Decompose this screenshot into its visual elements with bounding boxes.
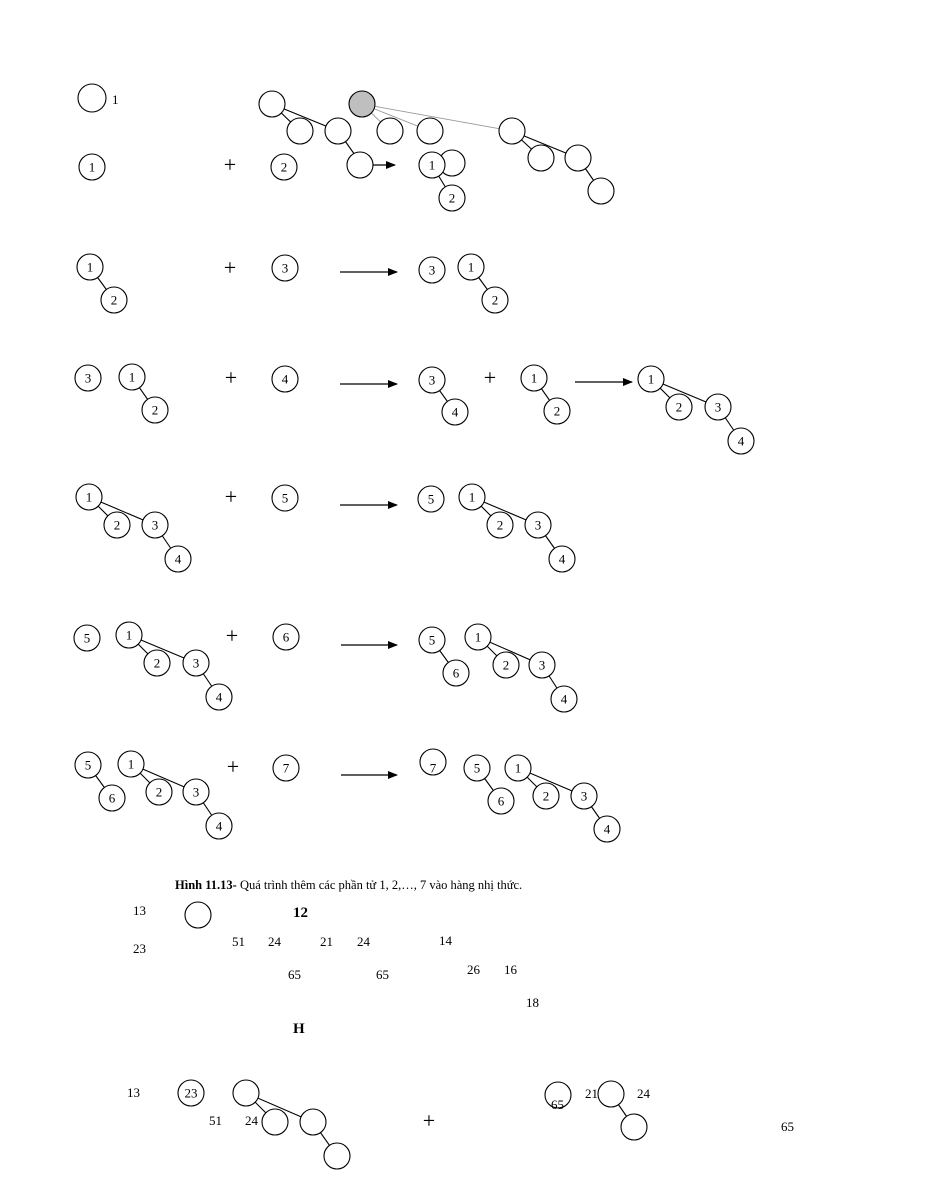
node-label: 2 <box>448 190 456 206</box>
fragment-text: 51 <box>232 934 245 949</box>
tree-node <box>488 788 514 814</box>
node-circle <box>588 178 614 204</box>
node-circle <box>377 118 403 144</box>
node-circle <box>347 152 373 178</box>
figure-caption <box>175 878 522 893</box>
tree-node <box>419 627 445 653</box>
tree-node <box>74 625 100 651</box>
node-label: 4 <box>281 371 289 387</box>
plus-sign: + <box>225 623 239 648</box>
tree-node <box>116 622 142 648</box>
tree-node <box>300 1109 326 1135</box>
node-label: 2 <box>110 292 118 308</box>
tree-node <box>465 624 491 650</box>
node-circle <box>233 1080 259 1106</box>
fragment-text: 21 <box>585 1086 598 1101</box>
node-label: 3 <box>281 260 289 276</box>
tree-node <box>325 118 351 144</box>
tree-node <box>183 779 209 805</box>
tree-node <box>571 783 597 809</box>
tree-node <box>529 652 555 678</box>
tree-node <box>347 152 373 178</box>
fragment-text: 24 <box>357 934 370 949</box>
tree-node <box>142 397 168 423</box>
plus-sign: + <box>226 754 240 779</box>
node-circle <box>528 145 554 171</box>
tree-node <box>544 398 570 424</box>
fragment-text: 26 <box>467 962 480 977</box>
fragment-text: 14 <box>439 933 452 948</box>
node-circle <box>565 145 591 171</box>
node-label: 2 <box>502 657 510 673</box>
node-label: 1 <box>127 756 135 772</box>
fragment-text: 21 <box>320 934 333 949</box>
node-circle <box>417 118 443 144</box>
node-label: 23 <box>184 1085 198 1101</box>
node-label: 1 <box>428 157 436 173</box>
node-label: 1 <box>128 369 136 385</box>
node-label: 1 <box>125 627 133 643</box>
tree-node <box>420 749 446 776</box>
tree-node <box>324 1143 350 1169</box>
node-label: 4 <box>215 689 223 705</box>
node-label: 2 <box>675 399 683 415</box>
caption-label: Hình 11.13- <box>175 878 237 892</box>
tree-node <box>206 813 232 839</box>
plus-sign: + <box>422 1108 436 1133</box>
tree-node <box>638 366 664 392</box>
tree-nodes <box>74 84 754 1169</box>
tree-node <box>499 118 525 144</box>
fragment-text: 16 <box>504 962 517 977</box>
node-label: 3 <box>538 657 546 673</box>
node-circle <box>259 91 285 117</box>
node-label: 5 <box>84 757 92 773</box>
node-label: 3 <box>428 262 436 278</box>
tree-node <box>75 365 101 391</box>
tree-node <box>551 686 577 712</box>
node-label: 5 <box>428 632 436 648</box>
tree-node <box>419 257 445 283</box>
tree-node <box>419 367 445 393</box>
node-label: 5 <box>473 760 481 776</box>
tree-node <box>705 394 731 420</box>
plus-sign: + <box>483 365 497 390</box>
tree-node <box>118 751 144 777</box>
tree-node <box>142 512 168 538</box>
node-label: 2 <box>153 655 161 671</box>
tree-node <box>417 118 443 144</box>
node-label: 3 <box>534 517 542 533</box>
node-circle <box>287 118 313 144</box>
node-label: 3 <box>580 788 588 804</box>
tree-node <box>76 484 102 510</box>
node-label: 1 <box>85 489 93 505</box>
fragment-text: 24 <box>637 1086 650 1101</box>
node-label: 6 <box>282 629 290 645</box>
node-circle <box>262 1109 288 1135</box>
fragment-text: 13 <box>127 1085 140 1100</box>
node-label: 4 <box>174 551 182 567</box>
node-label: 1 <box>467 259 475 275</box>
node-label: 2 <box>542 788 550 804</box>
tree-node <box>666 394 692 420</box>
node-circle <box>621 1114 647 1140</box>
node-label: 5 <box>427 491 435 507</box>
node-circle <box>300 1109 326 1135</box>
tree-node <box>185 902 211 928</box>
node-label: 2 <box>491 292 499 308</box>
plus-sign: + <box>223 255 237 280</box>
arrows <box>340 165 632 775</box>
tree-node <box>439 185 465 211</box>
plus-sign: + <box>224 365 238 390</box>
tree-node <box>418 486 444 512</box>
tree-node <box>262 1109 288 1135</box>
tree-node <box>533 783 559 809</box>
fragment-text: 65 <box>551 1097 564 1112</box>
tree-node <box>728 428 754 454</box>
fragment-text: 24 <box>268 934 281 949</box>
node-label: 4 <box>558 551 566 567</box>
fragment-text: 65 <box>288 967 301 982</box>
node-circle <box>349 91 375 117</box>
tree-node <box>521 365 547 391</box>
node-label: 4 <box>560 691 568 707</box>
fragment-text: 65 <box>376 967 389 982</box>
node-label: 3 <box>714 399 722 415</box>
tree-node <box>598 1081 624 1107</box>
node-label: 7 <box>282 760 290 776</box>
tree-node <box>272 255 298 281</box>
node-circle <box>499 118 525 144</box>
node-label: 2 <box>496 517 504 533</box>
plus-sign: + <box>223 152 237 177</box>
tree-node <box>377 118 403 144</box>
node-label: 3 <box>192 655 200 671</box>
tree-node <box>119 364 145 390</box>
tree-node <box>271 154 297 180</box>
node-label: 2 <box>155 784 163 800</box>
node-circle <box>598 1081 624 1107</box>
node-label: 1 <box>86 259 94 275</box>
node-label: 1 <box>514 760 522 776</box>
tree-node <box>75 752 101 778</box>
fragment-text: 12 <box>293 905 308 921</box>
fragment-text: 51 <box>209 1113 222 1128</box>
tree-node <box>104 512 130 538</box>
fragment-text: 24 <box>245 1113 258 1128</box>
tree-node <box>146 779 172 805</box>
node-label: 6 <box>497 793 505 809</box>
tree-node <box>464 755 490 781</box>
node-label: 1 <box>474 629 482 645</box>
tree-node <box>565 145 591 171</box>
node-label: 2 <box>553 403 561 419</box>
tree-node <box>165 546 191 572</box>
node-circle <box>78 84 106 112</box>
node-circle <box>325 118 351 144</box>
tree-node <box>419 152 445 178</box>
tree-node <box>459 484 485 510</box>
tree-node <box>101 287 127 313</box>
tree-node <box>588 178 614 204</box>
node-label: 2 <box>113 517 121 533</box>
tree-node <box>621 1114 647 1140</box>
node-circle <box>185 902 211 928</box>
node-label: 1 <box>647 371 655 387</box>
tree-node <box>349 91 375 117</box>
tree-node <box>528 145 554 171</box>
tree-node <box>273 624 299 650</box>
tree-node <box>482 287 508 313</box>
tree-node <box>594 816 620 842</box>
node-label: 1 <box>530 370 538 386</box>
tree-node <box>183 650 209 676</box>
fragment-text: 23 <box>133 941 146 956</box>
node-label: 5 <box>281 490 289 506</box>
operators <box>224 152 496 1133</box>
side-label: 1 <box>112 92 119 107</box>
tree-node <box>273 755 299 781</box>
tree-node <box>458 254 484 280</box>
tree-node <box>77 254 103 280</box>
tree-node <box>442 399 468 425</box>
node-label: 4 <box>737 433 745 449</box>
tree-node <box>287 118 313 144</box>
fragment-text: 65 <box>781 1119 794 1134</box>
node-label: 1 <box>468 489 476 505</box>
node-label: 3 <box>192 784 200 800</box>
caption-text: Quá trình thêm các phần tử 1, 2,…, 7 vào hàng nhị thức. <box>236 878 523 892</box>
tree-node <box>206 684 232 710</box>
tree-node <box>549 546 575 572</box>
tree-node <box>443 660 469 686</box>
node-label: 5 <box>83 630 91 646</box>
fragment-text: 13 <box>133 903 146 918</box>
tree-node <box>99 785 125 811</box>
tree-node <box>272 366 298 392</box>
fragment-text: H <box>293 1021 305 1037</box>
tree-node <box>493 652 519 678</box>
node-label: 2 <box>151 402 159 418</box>
tree-node <box>272 485 298 511</box>
node-label: 7 <box>429 760 437 776</box>
tree-edges <box>85 104 741 1156</box>
tree-node <box>487 512 513 538</box>
node-label: 3 <box>84 370 92 386</box>
tree-node <box>525 512 551 538</box>
tree-node <box>233 1080 259 1106</box>
tree-node <box>505 755 531 781</box>
node-circle <box>324 1143 350 1169</box>
node-label: 4 <box>451 404 459 420</box>
node-label: 2 <box>280 159 288 175</box>
tree-node <box>178 1080 204 1106</box>
fragment-text: 18 <box>526 995 539 1010</box>
tree-node <box>144 650 170 676</box>
node-label: 4 <box>215 818 223 834</box>
node-label: 6 <box>452 665 460 681</box>
node-label: 3 <box>428 372 436 388</box>
tree-node <box>259 91 285 117</box>
tree-node <box>79 154 105 180</box>
node-label: 4 <box>603 821 611 837</box>
node-label: 3 <box>151 517 159 533</box>
tree-node <box>78 84 106 112</box>
node-label: 1 <box>88 159 96 175</box>
plus-sign: + <box>224 484 238 509</box>
node-label: 6 <box>108 790 116 806</box>
